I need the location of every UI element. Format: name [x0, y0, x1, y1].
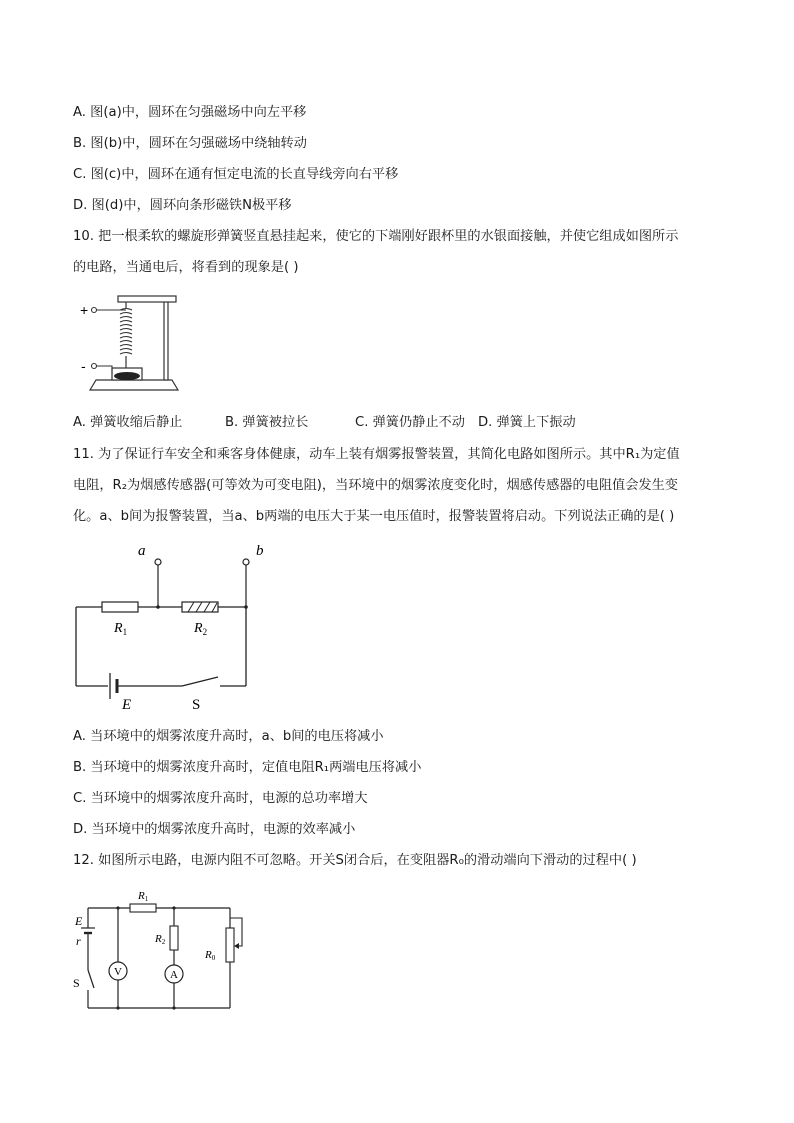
r1-label: R1: [138, 890, 149, 903]
q9-option-d: D. 图(d)中，圆环向条形磁铁N极平移: [73, 198, 292, 213]
q11-option-d: D. 当环境中的烟雾浓度升高时，电源的效率减小: [73, 822, 356, 837]
q10-spring-figure: [78, 290, 188, 400]
switch-s: [182, 677, 218, 686]
stand-base: [90, 380, 178, 390]
r2-label: R2: [155, 933, 166, 946]
q11-option-a: A. 当环境中的烟雾浓度升高时，a、b间的电压将减小: [73, 729, 384, 744]
resistor-r2: [170, 926, 178, 950]
q11-option-c: C. 当环境中的烟雾浓度升高时，电源的总功率增大: [73, 791, 368, 806]
q9-option-c: C. 图(c)中，圆环在通有恒定电流的长直导线旁向右平移: [73, 167, 399, 182]
s-label: S: [73, 976, 80, 990]
resistor-r1: [102, 602, 138, 612]
rheostat-r0: [226, 928, 234, 962]
s-label: S: [192, 697, 201, 713]
q10-option-d: D. 弹簧上下振动: [478, 415, 576, 430]
ammeter-label: A: [170, 969, 178, 981]
resistor-r1: [130, 904, 156, 912]
q10-option-a: A. 弹簧收缩后静止: [73, 415, 183, 430]
e-label: E: [75, 914, 83, 928]
spring-coil: [120, 309, 132, 355]
q10-stem-line2: 的电路，当通电后，将看到的现象是( ): [73, 260, 299, 275]
q11-circuit-figure: [70, 540, 280, 715]
q11-stem-line2: 电阻，R₂为烟感传感器(可等效为可变电阻)，当环境中的烟雾浓度变化时，烟感传感器的电阻值会发生变: [73, 478, 678, 493]
q10-stem-line1: 10. 把一根柔软的螺旋形弹簧竖直悬挂起来，使它的下端刚好跟杯里的水银面接触，并使它组成如图所示: [73, 229, 679, 244]
q12-circuit-figure: [72, 884, 252, 1014]
q10-option-c: C. 弹簧仍静止不动: [355, 415, 465, 430]
stand-pole: [164, 298, 168, 380]
voltmeter-label: V: [114, 966, 122, 978]
terminal-a-label: a: [138, 543, 146, 559]
terminal-b-label: b: [256, 543, 264, 559]
q11-stem-line3: 化。a、b间为报警装置，当a、b两端的电压大于某一电压值时，报警装置将启动。下列说法正确的是( ): [73, 509, 675, 524]
e-label: E: [122, 697, 132, 713]
q12-stem: 12. 如图所示电路，电源内阻不可忽略。开关S闭合后，在变阻器R₀的滑动端向下滑动的过程中( ): [73, 853, 637, 868]
q9-option-a: A. 图(a)中，圆环在匀强磁场中向左平移: [73, 105, 307, 120]
q9-option-b: B. 图(b)中，圆环在匀强磁场中绕轴转动: [73, 136, 307, 151]
r2-label: $R_2$: [194, 621, 208, 637]
plus-terminal-label: +: [80, 302, 89, 318]
q11-stem-line1: 11. 为了保证行车安全和乘客身体健康，动车上装有烟雾报警装置，其简化电路如图所示。其中R₁为定值: [73, 447, 680, 462]
q11-option-b: B. 当环境中的烟雾浓度升高时，定值电阻R₁两端电压将减小: [73, 760, 422, 775]
q10-option-b: B. 弹簧被拉长: [225, 415, 309, 430]
r1-label: $R_1$: [114, 621, 128, 637]
r-label: r: [76, 934, 81, 948]
r0-label: R0: [205, 949, 216, 962]
switch-s: [88, 970, 94, 988]
minus-terminal-label: -: [81, 358, 86, 374]
mercury-surface: [114, 372, 140, 380]
stand-arm: [118, 296, 176, 302]
